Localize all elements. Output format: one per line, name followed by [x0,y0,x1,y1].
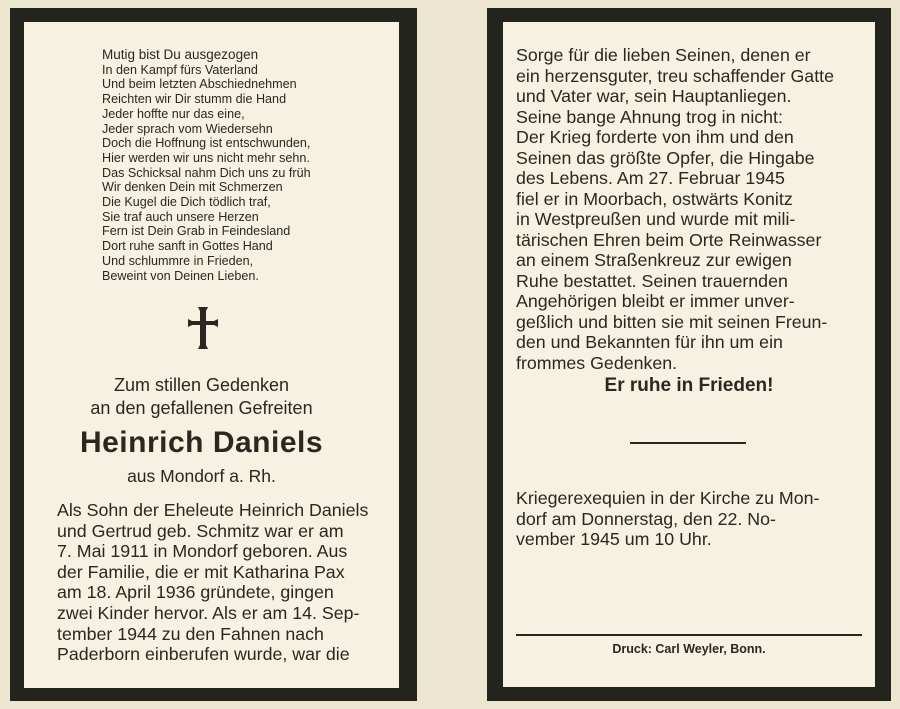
poem-line: Und schlummre in Frieden, [102,253,254,268]
poem-line: Doch die Hoffnung ist entschwunden, [102,136,311,151]
poem-line: Jeder sprach vom Wiedersehn [102,121,273,136]
poem-line: Hier werden wir uns nicht mehr sehn. [102,150,310,165]
divider-long [516,634,862,636]
poem-line: Beweint von Deinen Lieben. [102,268,259,283]
left-border-top [10,8,413,22]
exequies-line: Kriegerexequien in der Kirche zu Mon- [516,488,820,508]
continuation-line: Sorge für die lieben Seinen, denen er [516,45,811,65]
continuation-line: Der Krieg forderte von ihm und den [516,127,794,147]
poem-line: Dort ruhe sanft in Gottes Hand [102,239,273,254]
continuation-line: an einem Straßenkreuz zur ewigen [516,250,792,270]
poem-line: In den Kampf fürs Vaterland [102,62,258,77]
poem-line: Und beim letzten Abschiednehmen [102,77,297,92]
left-border-bottom [10,688,417,701]
dedication [14,374,389,420]
continuation-line: ein herzensguter, treu schaffender Gatte [516,65,834,86]
continuation-line: den und Bekannten für ihn um ein [516,332,783,352]
continuation-line: in Westpreußen und wurde mit mili- [516,209,796,229]
continuation-line: Angehörigen bleibt er immer unver- [516,291,795,311]
memorial-poem [102,48,392,283]
biography-line: 7. Mai 1911 in Mondorf geboren. Aus [57,541,348,562]
right-border-top [487,8,891,22]
continuation-line: fiel er in Moorbach, ostwärts Konitz [516,188,793,209]
poem-line: Die Kugel die Dich tödlich traf, [102,195,271,210]
dedication-line: an den gefallenen Gefreiten [90,398,313,418]
deceased-origin: aus Mondorf a. Rh. [127,466,276,486]
poem-line: Reichten wir Dir stumm die Hand [102,92,287,107]
poem-line: Wir denken Dein mit Schmerzen [102,180,283,195]
printer-credit: Druck: Carl Weyler, Bonn. [612,642,766,656]
exequies-line: dorf am Donnerstag, den 22. No- [516,508,776,529]
biography-line: Als Sohn der Eheleute Heinrich Daniels [57,500,369,520]
biography-line: zwei Kinder hervor. Als er am 14. Sep- [57,602,360,623]
poem-line: Mutig bist Du ausgezogen [102,47,259,62]
right-border-left [487,8,503,701]
biography-line: am 18. April 1936 gründete, gingen [57,582,334,603]
continuation-line: Seine bange Ahnung trog in nicht: [516,106,783,127]
biography [57,500,387,665]
continuation-line: Seinen das größte Opfer, die Hingabe [516,147,815,168]
funeral-service-notice [516,488,864,550]
biography-line: und Gertrud geb. Schmitz war er am [57,520,344,541]
biography-line: der Familie, die er mit Katharina Pax [57,561,345,582]
deceased-name: Heinrich Daniels [79,426,324,459]
biography-line: tember 1944 zu den Fahnen nach [57,623,324,644]
poem-line: Fern ist Dein Grab in Feindesland [102,224,291,239]
continuation-line: geßlich und bitten sie mit seinen Freun- [516,311,828,332]
biography-continuation [516,45,864,373]
continuation-line: tärischen Ehren beim Orte Reinwasser [516,229,822,250]
right-border-right [875,8,891,701]
continuation-line: frommes Gedenken. [516,352,678,373]
exequies-line: vember 1945 um 10 Uhr. [516,529,712,549]
poem-line: Jeder hoffte nur das eine, [102,106,245,121]
continuation-line: des Lebens. Am 27. Februar 1945 [516,168,785,188]
poem-line: Sie traf auch unsere Herzen [102,209,259,224]
rest-in-peace: Er ruhe in Frieden! [604,375,774,396]
divider-short [630,442,746,444]
continuation-line: Ruhe bestattet. Seinen trauernden [516,270,788,291]
left-border-left [10,8,24,688]
dedication-line: Zum stillen Gedenken [113,375,290,395]
left-border-right [399,8,417,701]
poem-line: Das Schicksal nahm Dich uns zu früh [102,165,311,180]
right-border-bottom [487,687,891,701]
cross-icon [183,303,223,353]
biography-line: Paderborn einberufen wurde, war die [57,644,350,665]
continuation-line: und Vater war, sein Hauptanliegen. [516,86,792,106]
